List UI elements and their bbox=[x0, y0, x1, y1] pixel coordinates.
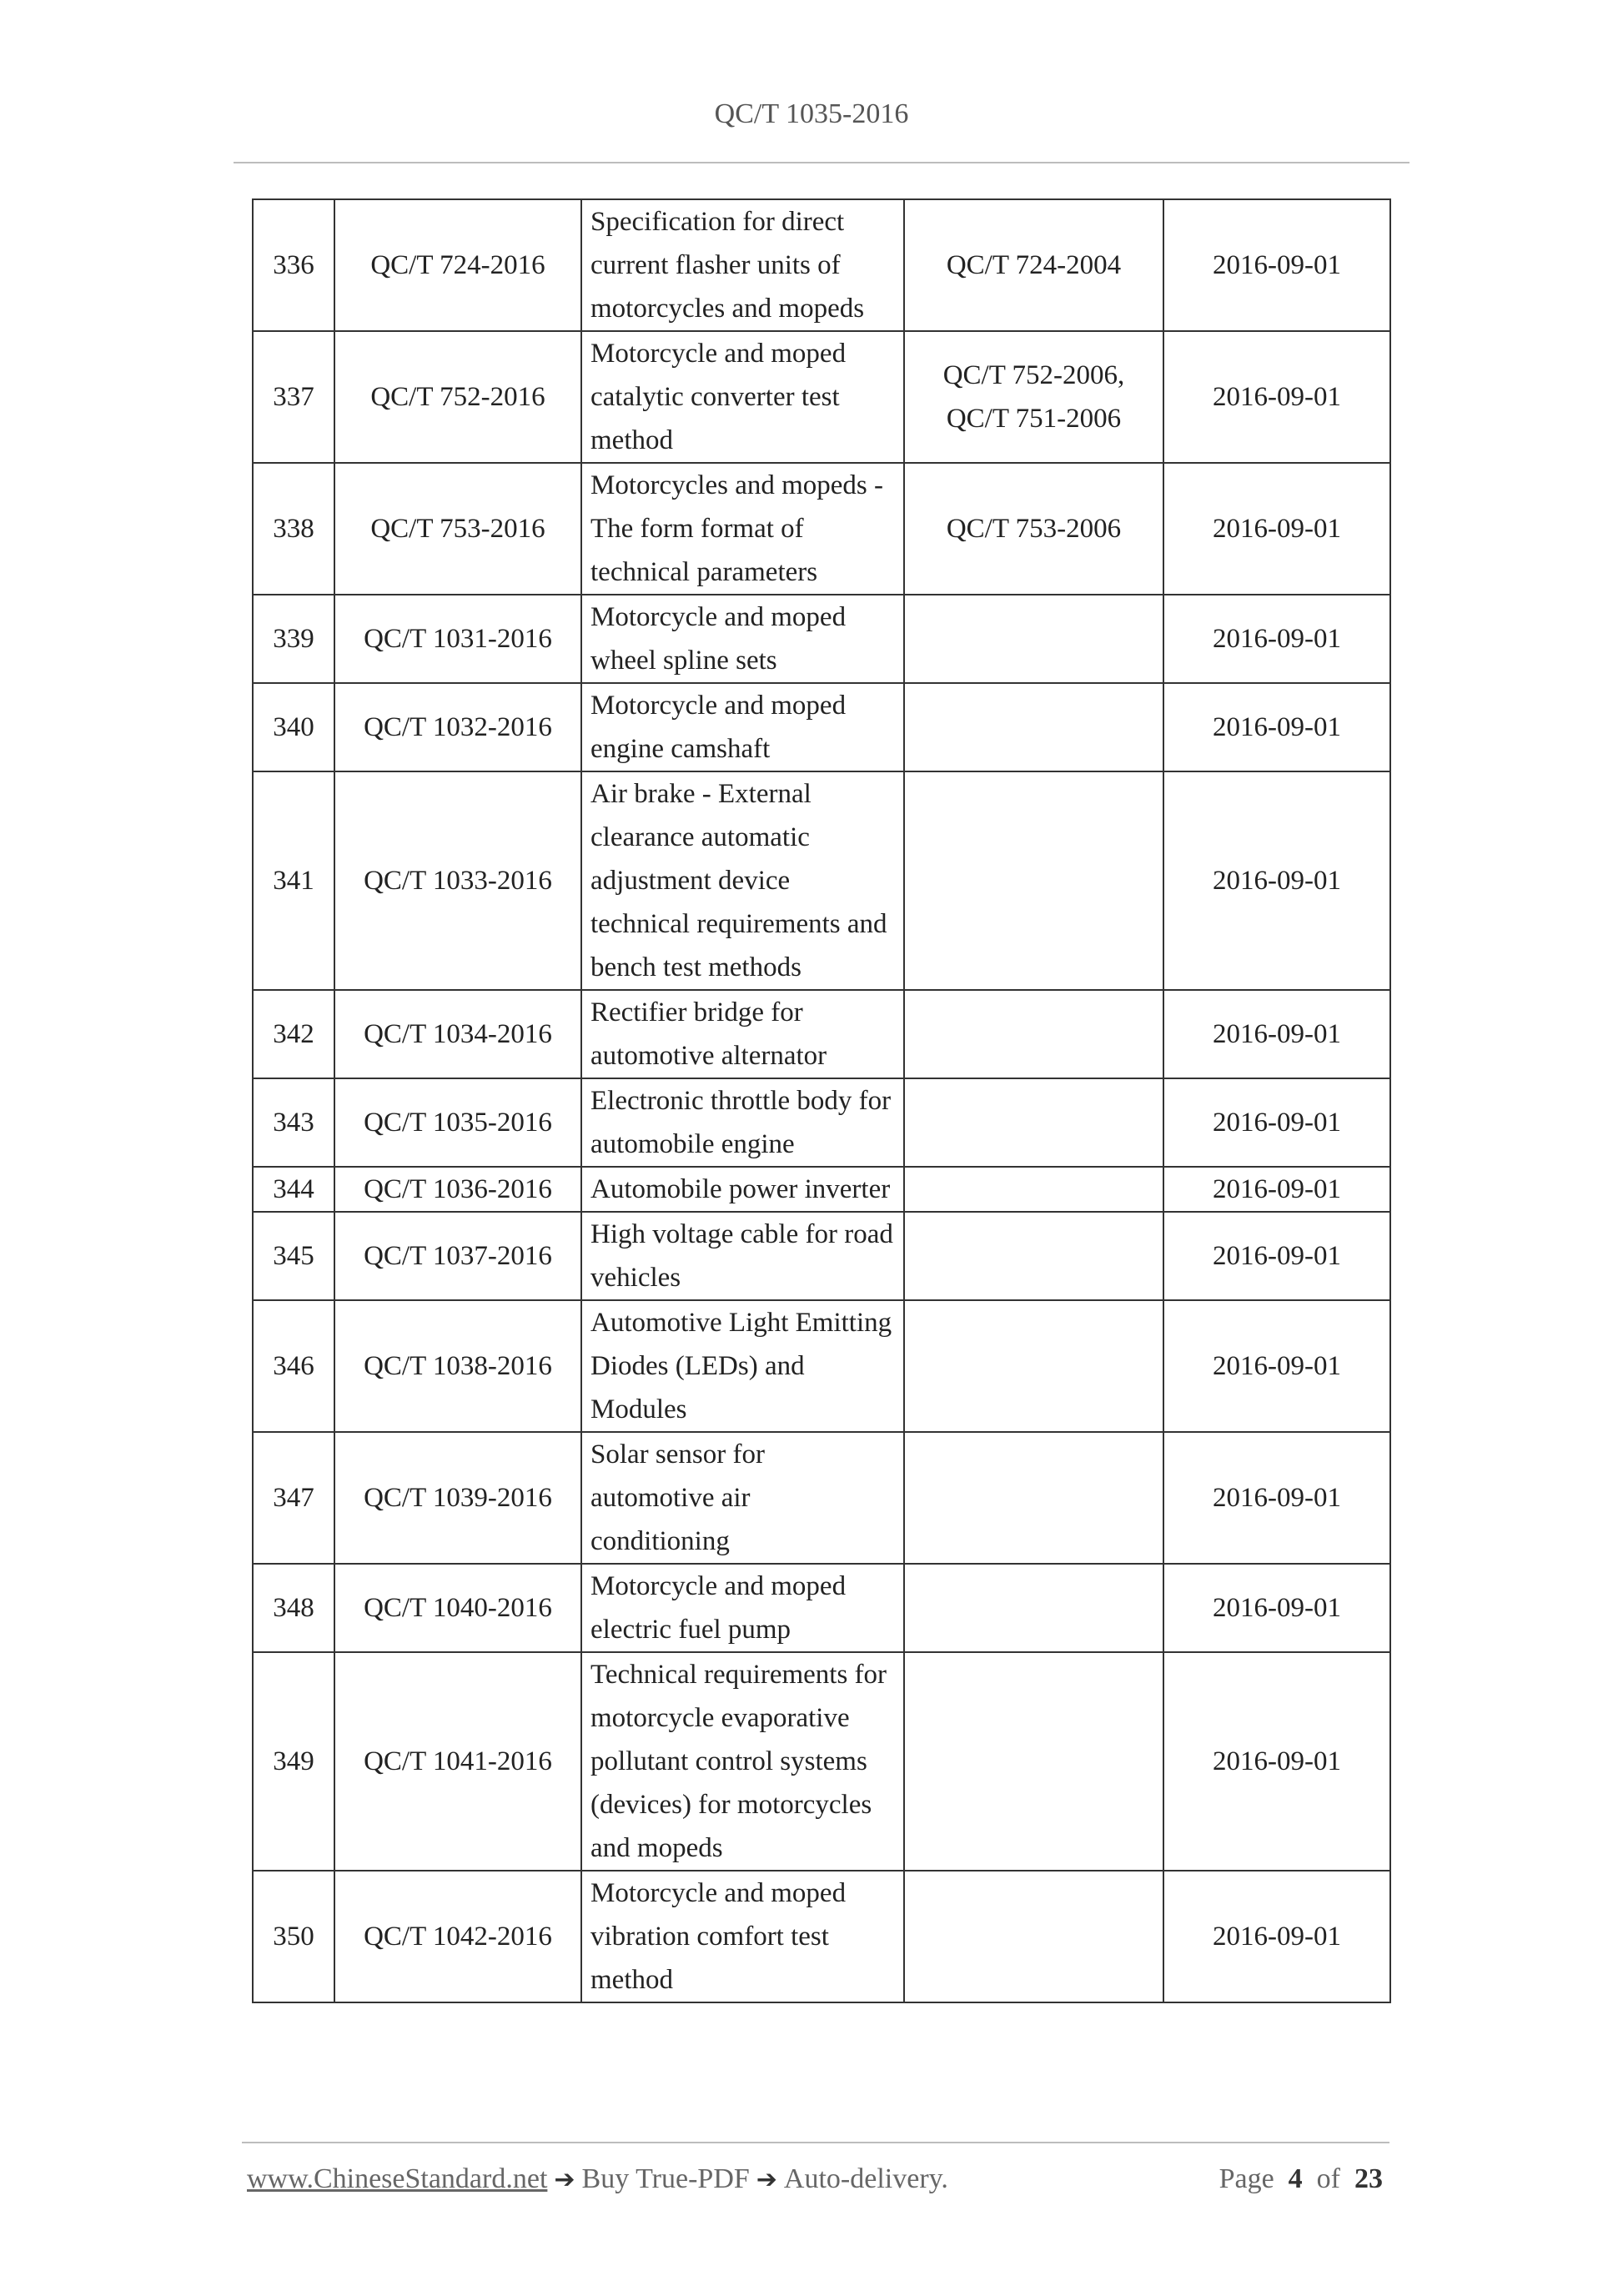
row-number-cell: 349 bbox=[253, 1652, 334, 1871]
row-number-cell: 343 bbox=[253, 1078, 334, 1167]
replaced-standard-cell bbox=[904, 463, 1163, 595]
header-divider bbox=[234, 162, 1409, 163]
implementation-date-cell: 2016-09-01 bbox=[1163, 595, 1390, 683]
page-indicator bbox=[1219, 2163, 1383, 2195]
replaced-standard-cell bbox=[904, 595, 1163, 683]
replaced-standard-cell bbox=[904, 1300, 1163, 1432]
standard-title-cell: Motorcycle and moped engine camshaft bbox=[581, 683, 904, 771]
replaced-standard-cell bbox=[904, 1167, 1163, 1212]
implementation-date-cell: 2016-09-01 bbox=[1163, 1564, 1390, 1652]
row-number-cell: 338 bbox=[253, 463, 334, 595]
row-number-cell: 347 bbox=[253, 1432, 334, 1564]
replaced-standard: QC/T 724-2004 bbox=[946, 250, 1122, 280]
standard-title-cell: Solar sensor for automotive air conditioning bbox=[581, 1432, 904, 1564]
row-number-cell: 339 bbox=[253, 595, 334, 683]
standard-code-cell: QC/T 1041-2016 bbox=[334, 1652, 581, 1871]
replaced-standard: QC/T 752-2006, bbox=[942, 360, 1125, 390]
row-number-cell: 340 bbox=[253, 683, 334, 771]
implementation-date-cell: 2016-09-01 bbox=[1163, 463, 1390, 595]
buy-text: Buy True-PDF bbox=[581, 2163, 750, 2194]
table-row bbox=[253, 1300, 1390, 1432]
implementation-date-cell: 2016-09-01 bbox=[1163, 1652, 1390, 1871]
standard-title-cell: Specification for direct current flasher units of motorcycles and mopeds bbox=[581, 199, 904, 331]
implementation-date-cell: 2016-09-01 bbox=[1163, 331, 1390, 463]
row-number-cell: 344 bbox=[253, 1167, 334, 1212]
standard-title-cell: Technical requirements for motorcycle evaporative pollutant control systems (devices) for motorcycles and mopeds bbox=[581, 1652, 904, 1871]
row-number-cell: 346 bbox=[253, 1300, 334, 1432]
table-row bbox=[253, 1212, 1390, 1300]
standard-title-cell: Electronic throttle body for automobile engine bbox=[581, 1078, 904, 1167]
table-row bbox=[253, 595, 1390, 683]
page-header-title: QC/T 1035-2016 bbox=[714, 98, 909, 129]
standard-title-cell: Motorcycle and moped electric fuel pump bbox=[581, 1564, 904, 1652]
implementation-date-cell: 2016-09-01 bbox=[1163, 1432, 1390, 1564]
row-number-cell: 337 bbox=[253, 331, 334, 463]
standard-title-cell: Air brake - External clearance automatic adjustment device technical requirements and bench test methods bbox=[581, 771, 904, 990]
standard-title-cell: Motorcycle and moped catalytic converter test method bbox=[581, 331, 904, 463]
replaced-standard-cell bbox=[904, 990, 1163, 1078]
table-row bbox=[253, 1564, 1390, 1652]
implementation-date-cell: 2016-09-01 bbox=[1163, 683, 1390, 771]
row-number-cell: 342 bbox=[253, 990, 334, 1078]
replaced-standard-cell bbox=[904, 1078, 1163, 1167]
table-row bbox=[253, 1167, 1390, 1212]
replaced-standard-cell bbox=[904, 199, 1163, 331]
table-row bbox=[253, 199, 1390, 331]
page-footer bbox=[247, 2163, 1383, 2205]
table-row bbox=[253, 331, 1390, 463]
table-row bbox=[253, 1871, 1390, 2002]
arrow-right-icon: ➔ bbox=[756, 2165, 777, 2194]
replaced-standard: QC/T 751-2006 bbox=[946, 404, 1122, 434]
footer-promo bbox=[247, 2163, 948, 2195]
replaced-standard-cell bbox=[904, 1432, 1163, 1564]
implementation-date-cell: 2016-09-01 bbox=[1163, 199, 1390, 331]
replaced-standard-cell bbox=[904, 1652, 1163, 1871]
table-row bbox=[253, 463, 1390, 595]
standard-title-cell: Motorcycles and mopeds - The form format of technical parameters bbox=[581, 463, 904, 595]
implementation-date-cell: 2016-09-01 bbox=[1163, 1078, 1390, 1167]
standard-title-cell: Rectifier bridge for automotive alternator bbox=[581, 990, 904, 1078]
page-current: 4 bbox=[1288, 2163, 1303, 2194]
standard-code-cell: QC/T 1034-2016 bbox=[334, 990, 581, 1078]
standard-title-cell: Motorcycle and moped vibration comfort test method bbox=[581, 1871, 904, 2002]
standard-code-cell: QC/T 1038-2016 bbox=[334, 1300, 581, 1432]
site-link[interactable]: www.ChineseStandard.net bbox=[247, 2163, 548, 2194]
standard-code-cell: QC/T 1033-2016 bbox=[334, 771, 581, 990]
table-row bbox=[253, 990, 1390, 1078]
standard-code-cell: QC/T 724-2016 bbox=[334, 199, 581, 331]
table-row bbox=[253, 683, 1390, 771]
replaced-standard-cell bbox=[904, 1212, 1163, 1300]
standard-code-cell: QC/T 1031-2016 bbox=[334, 595, 581, 683]
standard-code-cell: QC/T 1032-2016 bbox=[334, 683, 581, 771]
row-number-cell: 345 bbox=[253, 1212, 334, 1300]
standard-code-cell: QC/T 1035-2016 bbox=[334, 1078, 581, 1167]
implementation-date-cell: 2016-09-01 bbox=[1163, 771, 1390, 990]
table-row bbox=[253, 771, 1390, 990]
implementation-date-cell: 2016-09-01 bbox=[1163, 1300, 1390, 1432]
row-number-cell: 336 bbox=[253, 199, 334, 331]
row-number-cell: 350 bbox=[253, 1871, 334, 2002]
standards-table bbox=[252, 198, 1391, 2003]
standard-code-cell: QC/T 1039-2016 bbox=[334, 1432, 581, 1564]
replaced-standard-cell bbox=[904, 683, 1163, 771]
standard-code-cell: QC/T 1040-2016 bbox=[334, 1564, 581, 1652]
replaced-standard-cell bbox=[904, 1871, 1163, 2002]
row-number-cell: 341 bbox=[253, 771, 334, 990]
standard-code-cell: QC/T 1037-2016 bbox=[334, 1212, 581, 1300]
of-word: of bbox=[1316, 2163, 1340, 2194]
standard-code-cell: QC/T 1042-2016 bbox=[334, 1871, 581, 2002]
implementation-date-cell: 2016-09-01 bbox=[1163, 1871, 1390, 2002]
arrow-right-icon: ➔ bbox=[554, 2165, 575, 2194]
replaced-standard-cell bbox=[904, 331, 1163, 463]
implementation-date-cell: 2016-09-01 bbox=[1163, 1212, 1390, 1300]
standard-code-cell: QC/T 752-2016 bbox=[334, 331, 581, 463]
replaced-standard-cell bbox=[904, 1564, 1163, 1652]
row-number-cell: 348 bbox=[253, 1564, 334, 1652]
footer-divider bbox=[242, 2142, 1389, 2143]
page-total: 23 bbox=[1354, 2163, 1383, 2194]
standard-title-cell: High voltage cable for road vehicles bbox=[581, 1212, 904, 1300]
page-word: Page bbox=[1219, 2163, 1274, 2194]
implementation-date-cell: 2016-09-01 bbox=[1163, 1167, 1390, 1212]
standard-code-cell: QC/T 1036-2016 bbox=[334, 1167, 581, 1212]
replaced-standard-cell bbox=[904, 771, 1163, 990]
table-row bbox=[253, 1652, 1390, 1871]
implementation-date-cell: 2016-09-01 bbox=[1163, 990, 1390, 1078]
replaced-standard: QC/T 753-2006 bbox=[946, 514, 1122, 544]
standard-title-cell: Automobile power inverter bbox=[581, 1167, 904, 1212]
standards-table-body bbox=[253, 199, 1390, 2002]
standard-title-cell: Motorcycle and moped wheel spline sets bbox=[581, 595, 904, 683]
delivery-text: Auto-delivery. bbox=[783, 2163, 948, 2194]
table-row bbox=[253, 1432, 1390, 1564]
table-row bbox=[253, 1078, 1390, 1167]
standard-code-cell: QC/T 753-2016 bbox=[334, 463, 581, 595]
standard-title-cell: Automotive Light Emitting Diodes (LEDs) and Modules bbox=[581, 1300, 904, 1432]
